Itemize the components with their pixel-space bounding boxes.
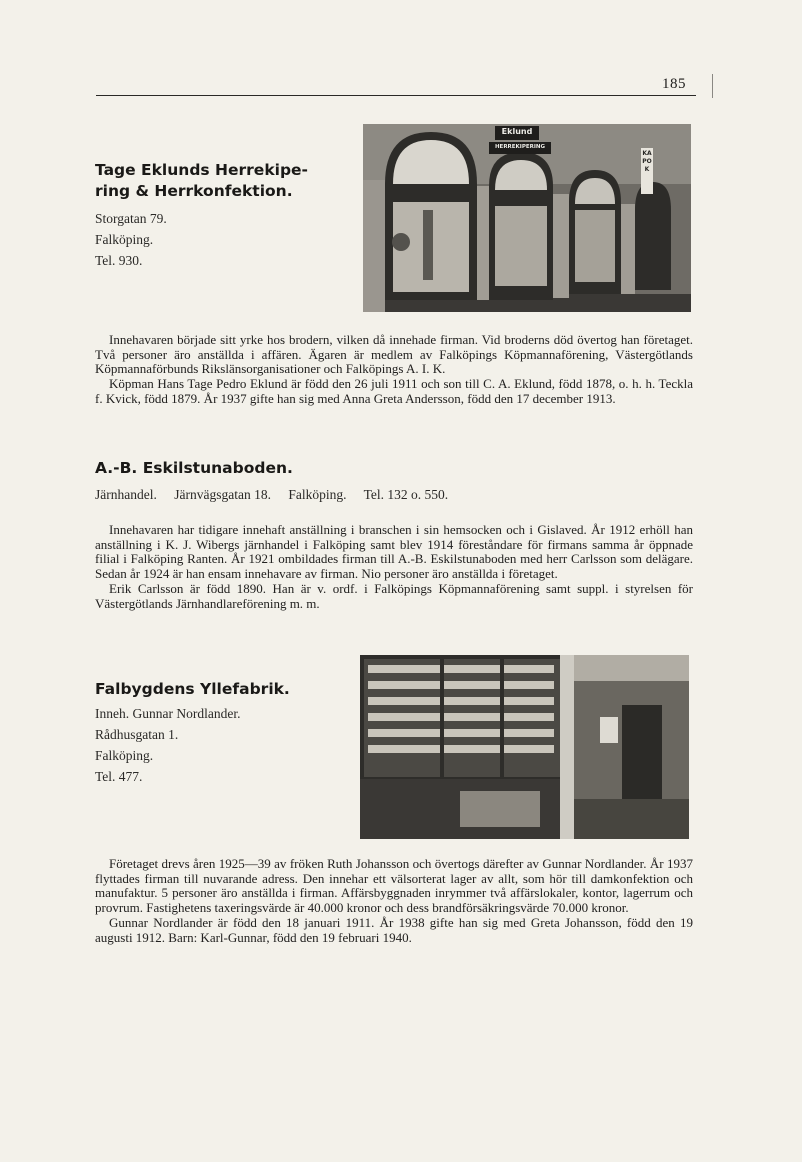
paragraph: Köpman Hans Tage Pedro Eklund är född den 26 juli 1911 och son till C. A. Eklund, född 1878, o. h. h. Teckla f. Kvick, född 1879. År 1937 gifte han sig med Anna Greta Andersson, född den 17 december 1913. xyxy=(95,376,693,406)
meta-item: Järnhandel. xyxy=(95,487,157,502)
paragraph: Gunnar Nordlander är född den 18 januari 1911. År 1938 gifte han sig med Greta Johansson, född den 19 augusti 1912. Barn: Karl-Gunnar, född den 19 februari 1940. xyxy=(95,914,693,945)
storefront-vertical-sign: KAPOK xyxy=(642,150,652,173)
shop-interior-illustration xyxy=(360,655,689,839)
entry-address-eklund xyxy=(95,208,167,271)
entry-address-falbygdens xyxy=(95,703,240,787)
address-line: Tel. 477. xyxy=(95,769,143,784)
edge-mark xyxy=(712,74,717,98)
entry-body-eklund xyxy=(95,333,693,407)
paragraph: Innehavaren började sitt yrke hos brodern, vilken då innehade firman. Vid broderns död övertog han företaget. Två personer äro anställda i affären. Ägaren är medlem av Falköpings Köpmannaförening, Västergötlands Köpmannaförbunds Rikslänsorganisationer och Falköpings A. I. K. xyxy=(95,332,693,377)
entry-meta-eskilstunaboden xyxy=(95,487,462,503)
address-line: Inneh. Gunnar Nordlander. xyxy=(95,706,241,721)
paragraph: Erik Carlsson är född 1890. Han är v. ordf. i Falköpings Köpmannaförening samt suppl. i styrelsen för Västergötlands Järnhandlareförening m. m. xyxy=(95,580,693,611)
entry-body-eskilstunaboden xyxy=(95,523,693,611)
heading-line: ring & Herrkonfektion. xyxy=(95,182,293,200)
shop-interior-photo xyxy=(360,655,689,839)
meta-item: Falköping. xyxy=(288,487,347,502)
storefront-sign-name: Eklund xyxy=(501,127,533,136)
address-line: Storgatan 79. xyxy=(95,211,167,226)
header-rule xyxy=(96,95,696,96)
address-line: Rådhusgatan 1. xyxy=(95,727,179,742)
page-number: 185 xyxy=(662,76,686,92)
address-line: Falköping. xyxy=(95,748,154,763)
paragraph: Företaget drevs åren 1925—39 av fröken Ruth Johansson och övertogs därefter av Gunnar Nordlander. År 1937 flyttades firman till nuvarande adress. Den innehar ett välsorterat lager av allt, som hör till damkonfektion och manufaktur. 5 personer äro anställda i firman. Affärsbyggnaden inrymmer två affärslokaler, kontor, lagerrum och provrum. Fastighetens taxeringsvärde är 40.000 kronor och dess brandförsäkringsvärde 70.000 kronor. xyxy=(95,856,693,916)
meta-item: Tel. 132 o. 550. xyxy=(363,487,449,502)
address-line: Falköping. xyxy=(95,232,154,247)
entry-heading-falbygdens: Falbygdens Yllefabrik. xyxy=(95,680,290,698)
storefront-sign-subtitle: HERREKIPERING xyxy=(494,144,546,150)
entry-body-falbygdens xyxy=(95,857,693,945)
address-line: Tel. 930. xyxy=(95,253,143,268)
entry-heading-eklund xyxy=(95,160,335,202)
storefront-photo xyxy=(363,124,691,312)
paragraph: Innehavaren har tidigare innehaft anställning i branschen i sin hemsocken och i Gislaved. År 1912 erhöll han anställning i K. J. Wibergs järnhandel i Falköping samt blev 1914 föreståndare för firmans samma år öppnade filial i Falköping Ranten. År 1921 ombildades firman till A.-B. Eskilstunaboden med herr Carlsson som delägare. Sedan år 1924 är han ensam innehavare av firman. Nio personer äro anställda i företaget. xyxy=(95,522,693,582)
entry-heading-eskilstunaboden: A.-B. Eskilstunaboden. xyxy=(95,459,293,477)
heading-line: Tage Eklunds Herrekipe- xyxy=(95,161,308,179)
meta-item: Järnvägsgatan 18. xyxy=(174,487,271,502)
